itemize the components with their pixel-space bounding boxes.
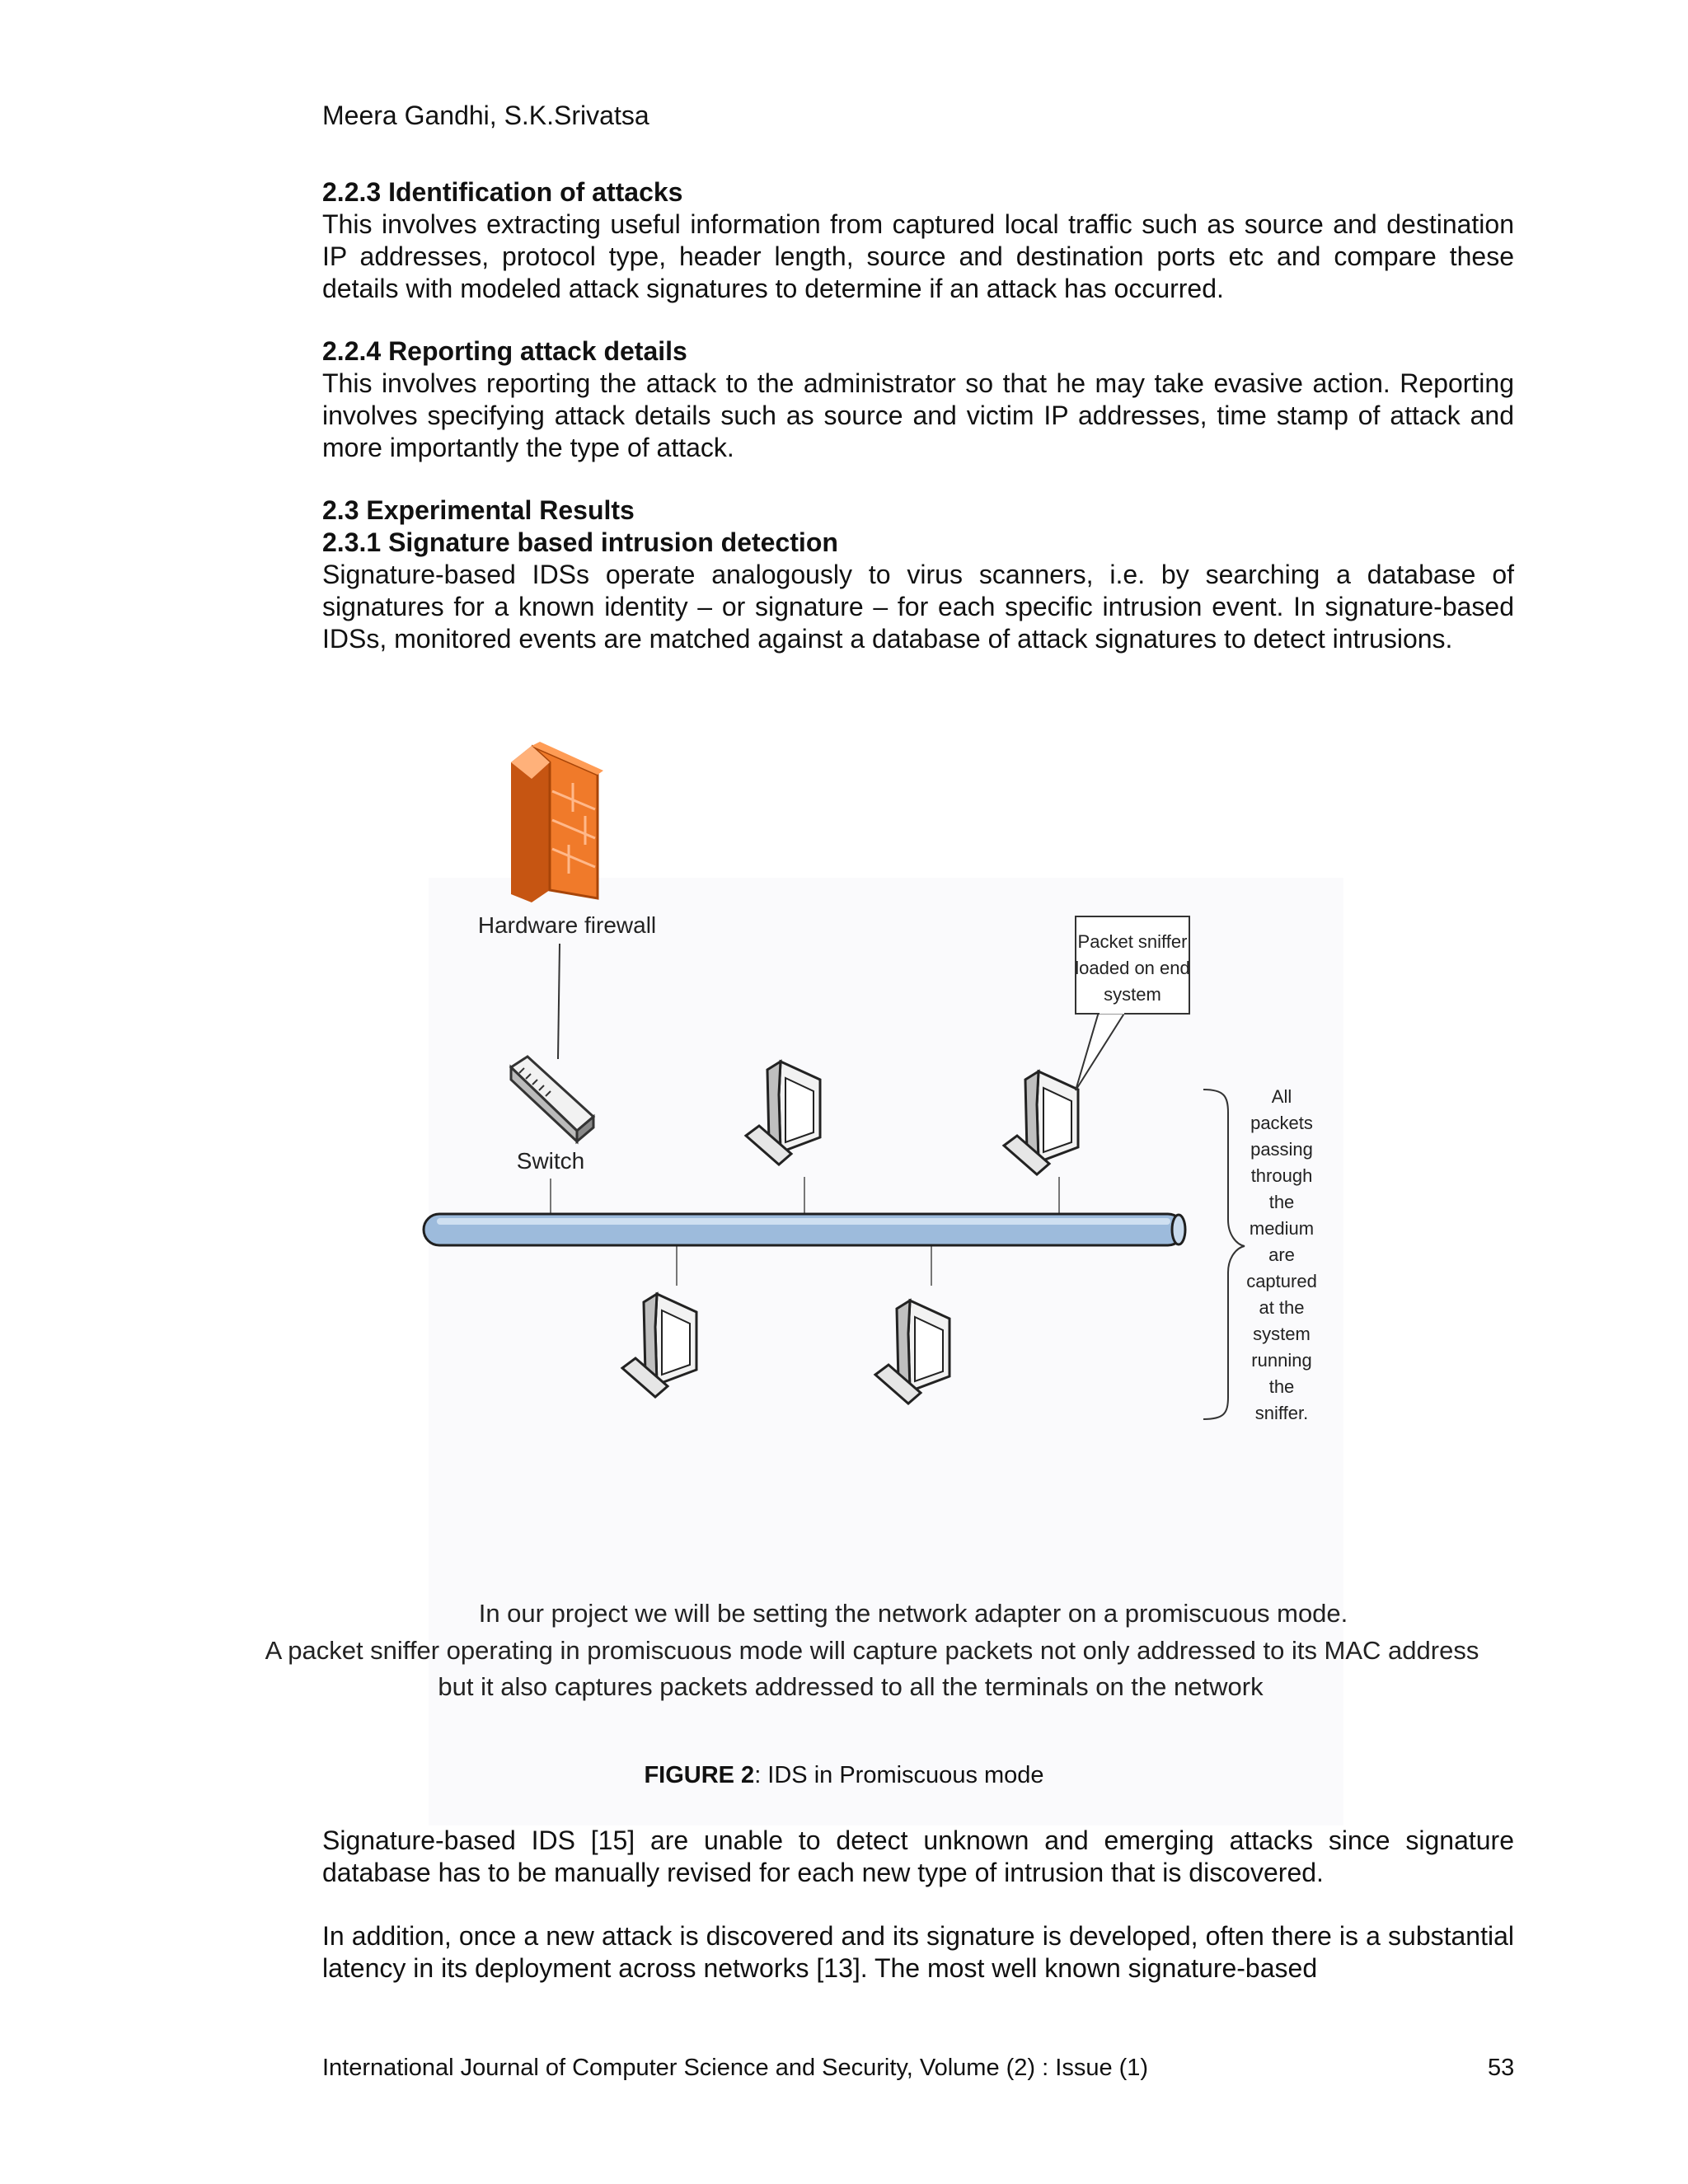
brace-annotation-line: passing <box>1250 1139 1313 1160</box>
section-heading: 2.2.3 Identification of attacks <box>322 177 683 207</box>
figure-caption-text: : IDS in Promiscuous mode <box>754 1762 1044 1788</box>
brace-annotation-line: captured <box>1246 1271 1317 1291</box>
brace-annotation-line: the <box>1268 1192 1295 1212</box>
figure-note-line3: but it also captures packets addressed to all the terminals on the network <box>438 1672 1264 1701</box>
firewall-icon <box>511 742 603 902</box>
section-heading: 2.3 Experimental Results <box>322 495 635 525</box>
paragraph-after-figure-2: In addition, once a new attack is discovered and its signature is developed, often there is a substantial latency in its deployment across networks [13]. The most well known signature-based <box>322 1921 1514 1983</box>
section-paragraph: This involves reporting the attack to the administrator so that he may take evasive action. Reporting involves specifying attack details such as source and victim IP addresses, time stamp of attack and more importantly the type of attack. <box>322 368 1514 462</box>
footer-journal: International Journal of Computer Science and Security, Volume (2) : Issue (1) <box>322 2055 1149 2081</box>
brace-annotation-line: sniffer. <box>1254 1403 1309 1423</box>
brace-icon <box>1203 1090 1245 1419</box>
firewall-link <box>558 944 560 1059</box>
firewall-label: Hardware firewall <box>477 912 657 938</box>
brace-annotation-line: packets <box>1250 1113 1313 1133</box>
switch-label: Switch <box>516 1148 585 1174</box>
section-paragraph: Signature-based IDSs operate analogously to virus scanners, i.e. by searching a database of signatures for a known identity – or signature – for each specific intrusion event. In signature-based IDSs, monitored events are matched against a database of attack signatures to detect intrusions. <box>322 560 1514 654</box>
brace-annotation <box>1246 1086 1317 1423</box>
brace-annotation-line: system <box>1253 1324 1311 1344</box>
running-header-authors: Meera Gandhi, S.K.Srivatsa <box>322 101 649 130</box>
figure-caption <box>0 1762 1688 1789</box>
sniffer-label-line2: loaded on end <box>1075 958 1190 978</box>
figure-note-line1: In our project we will be setting the network adapter on a promiscuous mode. <box>478 1599 1348 1628</box>
section-heading: 2.2.4 Reporting attack details <box>322 336 687 366</box>
brace-annotation-line: running <box>1251 1350 1312 1371</box>
brace-annotation-line: through <box>1250 1165 1313 1186</box>
switch-icon <box>511 1057 593 1141</box>
section-paragraph: This involves extracting useful information from captured local traffic such as source and destination IP addresses, protocol type, header length, source and destination ports etc and compare these details with modeled attack signatures to determine if an attack has occurred. <box>322 209 1514 303</box>
figure-note-line2: A packet sniffer operating in promiscuous mode will capture packets not only addressed to its MAC address <box>265 1636 1479 1665</box>
brace-annotation-line: medium <box>1249 1218 1315 1239</box>
brace-annotation-line: All <box>1271 1086 1292 1107</box>
subsection-heading: 2.3.1 Signature based intrusion detection <box>322 527 838 557</box>
paragraph-after-figure-1: Signature-based IDS [15] are unable to detect unknown and emerging attacks since signature database has to be manually revised for each new type of intrusion that is discovered. <box>322 1825 1514 1887</box>
brace-annotation-line: at the <box>1259 1297 1305 1318</box>
computer-icon <box>746 1062 820 1165</box>
computer-icon <box>622 1294 696 1397</box>
computer-icon <box>875 1301 950 1404</box>
network-bus <box>424 1214 1185 1245</box>
brace-annotation-line: the <box>1268 1376 1295 1397</box>
footer-page-number: 53 <box>1488 2055 1515 2081</box>
sniffer-label-line1: Packet sniffer <box>1077 931 1188 952</box>
computer-icon <box>1004 1071 1078 1174</box>
figure-caption-label: FIGURE 2 <box>644 1762 755 1788</box>
brace-annotation-line: are <box>1268 1244 1295 1265</box>
sniffer-label-line3: system <box>1104 984 1161 1005</box>
